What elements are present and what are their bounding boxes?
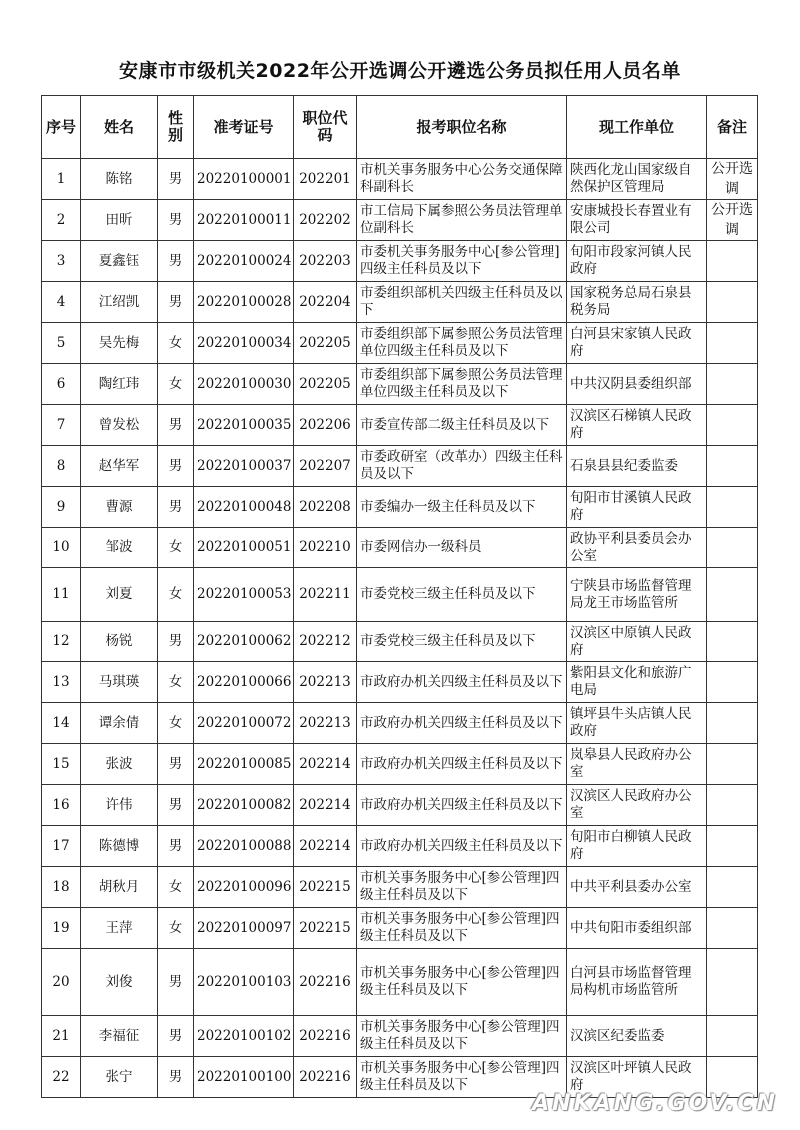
cell-gender: 男 xyxy=(158,446,194,487)
column-header-name: 姓名 xyxy=(81,96,158,159)
cell-gender: 男 xyxy=(158,826,194,867)
cell-name: 马琪瑛 xyxy=(81,662,158,703)
cell-exam-id: 20220100011 xyxy=(194,200,294,241)
cell-position: 市委组织部下属参照公务员法管理单位四级主任科员及以下 xyxy=(357,323,567,364)
cell-unit: 汉滨区中原镇人民政府 xyxy=(567,622,707,662)
cell-exam-id: 20220100088 xyxy=(194,826,294,867)
cell-no: 21 xyxy=(42,1016,81,1057)
cell-gender: 男 xyxy=(158,744,194,785)
cell-name: 夏鑫钰 xyxy=(81,241,158,282)
cell-no: 9 xyxy=(42,487,81,528)
table-row xyxy=(42,568,758,622)
cell-gender: 女 xyxy=(158,364,194,405)
table-row xyxy=(42,1016,758,1057)
cell-gender: 女 xyxy=(158,323,194,364)
cell-gender: 男 xyxy=(158,200,194,241)
cell-position: 市工信局下属参照公务员法管理单位副科长 xyxy=(357,200,567,241)
cell-no: 7 xyxy=(42,405,81,446)
table-header-row xyxy=(42,96,758,159)
cell-exam-id: 20220100066 xyxy=(194,662,294,703)
cell-no: 5 xyxy=(42,323,81,364)
table-row xyxy=(42,662,758,703)
cell-code: 202205 xyxy=(294,364,357,405)
cell-name: 胡秋月 xyxy=(81,867,158,908)
cell-gender: 女 xyxy=(158,528,194,568)
cell-name: 刘夏 xyxy=(81,568,158,622)
cell-position: 市委党校三级主任科员及以下 xyxy=(357,568,567,622)
cell-code: 202208 xyxy=(294,487,357,528)
cell-position: 市机关事务服务中心[参公管理]四级主任科员及以下 xyxy=(357,867,567,908)
cell-gender: 女 xyxy=(158,662,194,703)
column-header-code: 职位代码 xyxy=(294,96,357,159)
cell-gender: 男 xyxy=(158,1057,194,1098)
table-row xyxy=(42,200,758,241)
table-row xyxy=(42,241,758,282)
cell-name: 曾发松 xyxy=(81,405,158,446)
cell-no: 19 xyxy=(42,908,81,949)
cell-unit: 石泉县县纪委监委 xyxy=(567,446,707,487)
cell-exam-id: 20220100028 xyxy=(194,282,294,323)
cell-unit: 安康城投长春置业有限公司 xyxy=(567,200,707,241)
cell-note xyxy=(707,241,758,282)
cell-unit: 汉滨区叶坪镇人民政府 xyxy=(567,1057,707,1098)
cell-note xyxy=(707,867,758,908)
cell-code: 202216 xyxy=(294,949,357,1016)
cell-no: 4 xyxy=(42,282,81,323)
cell-name: 张波 xyxy=(81,744,158,785)
cell-gender: 女 xyxy=(158,568,194,622)
cell-code: 202215 xyxy=(294,867,357,908)
cell-position: 市政府办机关四级主任科员及以下 xyxy=(357,785,567,826)
cell-code: 202213 xyxy=(294,703,357,744)
cell-code: 202214 xyxy=(294,744,357,785)
table-row xyxy=(42,446,758,487)
cell-gender: 男 xyxy=(158,159,194,200)
cell-no: 17 xyxy=(42,826,81,867)
cell-exam-id: 20220100030 xyxy=(194,364,294,405)
cell-position: 市机关事务服务中心[参公管理]四级主任科员及以下 xyxy=(357,1016,567,1057)
cell-position: 市政府办机关四级主任科员及以下 xyxy=(357,826,567,867)
column-header-note: 备注 xyxy=(707,96,758,159)
cell-gender: 男 xyxy=(158,1016,194,1057)
cell-code: 202201 xyxy=(294,159,357,200)
cell-no: 22 xyxy=(42,1057,81,1098)
cell-gender: 女 xyxy=(158,867,194,908)
cell-exam-id: 20220100035 xyxy=(194,405,294,446)
cell-no: 18 xyxy=(42,867,81,908)
cell-unit: 旬阳市白柳镇人民政府 xyxy=(567,826,707,867)
cell-name: 邹波 xyxy=(81,528,158,568)
cell-no: 12 xyxy=(42,622,81,662)
cell-unit: 国家税务总局石泉县税务局 xyxy=(567,282,707,323)
table-row xyxy=(42,744,758,785)
cell-gender: 男 xyxy=(158,241,194,282)
cell-note xyxy=(707,744,758,785)
cell-name: 李福征 xyxy=(81,1016,158,1057)
table-body xyxy=(42,159,758,1098)
cell-code: 202203 xyxy=(294,241,357,282)
cell-name: 刘俊 xyxy=(81,949,158,1016)
cell-name: 陈德博 xyxy=(81,826,158,867)
table-row xyxy=(42,528,758,568)
cell-name: 赵华军 xyxy=(81,446,158,487)
cell-exam-id: 20220100051 xyxy=(194,528,294,568)
cell-position: 市委党校三级主任科员及以下 xyxy=(357,622,567,662)
cell-name: 吴先梅 xyxy=(81,323,158,364)
table-row xyxy=(42,364,758,405)
cell-note xyxy=(707,1016,758,1057)
table-row xyxy=(42,826,758,867)
column-header-position: 报考职位名称 xyxy=(357,96,567,159)
cell-unit: 白河县宋家镇人民政府 xyxy=(567,323,707,364)
cell-code: 202216 xyxy=(294,1057,357,1098)
table-row xyxy=(42,867,758,908)
cell-exam-id: 20220100053 xyxy=(194,568,294,622)
table-row xyxy=(42,282,758,323)
cell-exam-id: 20220100024 xyxy=(194,241,294,282)
cell-no: 1 xyxy=(42,159,81,200)
cell-gender: 男 xyxy=(158,622,194,662)
cell-no: 13 xyxy=(42,662,81,703)
cell-position: 市委网信办一级科员 xyxy=(357,528,567,568)
table-row xyxy=(42,622,758,662)
cell-gender: 男 xyxy=(158,785,194,826)
cell-code: 202205 xyxy=(294,323,357,364)
cell-name: 曹源 xyxy=(81,487,158,528)
cell-no: 15 xyxy=(42,744,81,785)
cell-exam-id: 20220100082 xyxy=(194,785,294,826)
cell-note xyxy=(707,785,758,826)
cell-note: 公开选调 xyxy=(707,159,758,200)
cell-gender: 男 xyxy=(158,282,194,323)
cell-code: 202214 xyxy=(294,826,357,867)
cell-exam-id: 20220100034 xyxy=(194,323,294,364)
cell-note xyxy=(707,282,758,323)
table-row xyxy=(42,405,758,446)
cell-name: 陈铭 xyxy=(81,159,158,200)
cell-unit: 白河县市场监督管理局构机市场监管所 xyxy=(567,949,707,1016)
cell-unit: 汉滨区人民政府办公室 xyxy=(567,785,707,826)
cell-name: 张宁 xyxy=(81,1057,158,1098)
cell-code: 202210 xyxy=(294,528,357,568)
cell-unit: 政协平利县委员会办公室 xyxy=(567,528,707,568)
cell-exam-id: 20220100048 xyxy=(194,487,294,528)
cell-exam-id: 20220100001 xyxy=(194,159,294,200)
cell-code: 202214 xyxy=(294,785,357,826)
cell-note xyxy=(707,662,758,703)
cell-no: 2 xyxy=(42,200,81,241)
cell-note xyxy=(707,323,758,364)
cell-note xyxy=(707,364,758,405)
cell-note xyxy=(707,949,758,1016)
cell-unit: 中共汉阴县委组织部 xyxy=(567,364,707,405)
cell-name: 许伟 xyxy=(81,785,158,826)
cell-position: 市机关事务服务中心[参公管理]四级主任科员及以下 xyxy=(357,949,567,1016)
table-row xyxy=(42,323,758,364)
cell-unit: 汉滨区纪委监委 xyxy=(567,1016,707,1057)
cell-note xyxy=(707,703,758,744)
cell-position: 市政府办机关四级主任科员及以下 xyxy=(357,744,567,785)
cell-gender: 男 xyxy=(158,405,194,446)
cell-position: 市机关事务服务中心[参公管理]四级主任科员及以下 xyxy=(357,1057,567,1098)
cell-note: 公开选调 xyxy=(707,200,758,241)
cell-position: 市机关事务服务中心公务交通保障科副科长 xyxy=(357,159,567,200)
column-header-exam-id: 准考证号 xyxy=(194,96,294,159)
cell-unit: 镇坪县牛头店镇人民政府 xyxy=(567,703,707,744)
cell-exam-id: 20220100100 xyxy=(194,1057,294,1098)
cell-note xyxy=(707,446,758,487)
cell-position: 市政府办机关四级主任科员及以下 xyxy=(357,703,567,744)
cell-gender: 男 xyxy=(158,487,194,528)
cell-name: 杨锐 xyxy=(81,622,158,662)
cell-no: 20 xyxy=(42,949,81,1016)
column-header-no: 序号 xyxy=(42,96,81,159)
cell-unit: 中共旬阳市委组织部 xyxy=(567,908,707,949)
cell-name: 陶红玮 xyxy=(81,364,158,405)
cell-exam-id: 20220100102 xyxy=(194,1016,294,1057)
cell-no: 3 xyxy=(42,241,81,282)
cell-exam-id: 20220100085 xyxy=(194,744,294,785)
cell-exam-id: 20220100037 xyxy=(194,446,294,487)
cell-exam-id: 20220100072 xyxy=(194,703,294,744)
cell-note xyxy=(707,568,758,622)
table-row xyxy=(42,785,758,826)
cell-no: 6 xyxy=(42,364,81,405)
cell-note xyxy=(707,826,758,867)
cell-unit: 中共平利县委办公室 xyxy=(567,867,707,908)
cell-note xyxy=(707,908,758,949)
cell-code: 202213 xyxy=(294,662,357,703)
cell-exam-id: 20220100096 xyxy=(194,867,294,908)
cell-no: 14 xyxy=(42,703,81,744)
cell-unit: 紫阳县文化和旅游广电局 xyxy=(567,662,707,703)
cell-position: 市委宣传部二级主任科员及以下 xyxy=(357,405,567,446)
cell-code: 202211 xyxy=(294,568,357,622)
cell-exam-id: 20220100103 xyxy=(194,949,294,1016)
column-header-gender: 性别 xyxy=(158,96,194,159)
cell-no: 8 xyxy=(42,446,81,487)
cell-position: 市委机关事务服务中心[参公管理]四级主任科员及以下 xyxy=(357,241,567,282)
cell-note xyxy=(707,487,758,528)
cell-position: 市机关事务服务中心[参公管理]四级主任科员及以下 xyxy=(357,908,567,949)
roster-table xyxy=(41,95,758,1098)
cell-unit: 陕西化龙山国家级自然保护区管理局 xyxy=(567,159,707,200)
cell-name: 江绍凯 xyxy=(81,282,158,323)
table-row xyxy=(42,703,758,744)
cell-name: 王萍 xyxy=(81,908,158,949)
cell-note xyxy=(707,528,758,568)
cell-code: 202202 xyxy=(294,200,357,241)
cell-gender: 男 xyxy=(158,949,194,1016)
cell-code: 202206 xyxy=(294,405,357,446)
cell-note xyxy=(707,405,758,446)
cell-no: 10 xyxy=(42,528,81,568)
cell-code: 202215 xyxy=(294,908,357,949)
cell-position: 市政府办机关四级主任科员及以下 xyxy=(357,662,567,703)
column-header-unit: 现工作单位 xyxy=(567,96,707,159)
cell-no: 11 xyxy=(42,568,81,622)
cell-exam-id: 20220100097 xyxy=(194,908,294,949)
cell-name: 田昕 xyxy=(81,200,158,241)
site-watermark: ANKANG.GOV.CN xyxy=(532,1091,778,1116)
cell-gender: 女 xyxy=(158,703,194,744)
table-row xyxy=(42,949,758,1016)
cell-unit: 旬阳市甘溪镇人民政府 xyxy=(567,487,707,528)
cell-exam-id: 20220100062 xyxy=(194,622,294,662)
table-row xyxy=(42,159,758,200)
table-row xyxy=(42,908,758,949)
cell-position: 市委组织部下属参照公务员法管理单位四级主任科员及以下 xyxy=(357,364,567,405)
cell-unit: 汉滨区石梯镇人民政府 xyxy=(567,405,707,446)
cell-code: 202216 xyxy=(294,1016,357,1057)
table-row xyxy=(42,487,758,528)
cell-name: 谭余倩 xyxy=(81,703,158,744)
cell-gender: 女 xyxy=(158,908,194,949)
cell-unit: 岚皋县人民政府办公室 xyxy=(567,744,707,785)
cell-position: 市委组织部机关四级主任科员及以下 xyxy=(357,282,567,323)
cell-note xyxy=(707,622,758,662)
cell-code: 202207 xyxy=(294,446,357,487)
cell-unit: 宁陕县市场监督管理局龙王市场监管所 xyxy=(567,568,707,622)
cell-position: 市委编办一级主任科员及以下 xyxy=(357,487,567,528)
cell-unit: 旬阳市段家河镇人民政府 xyxy=(567,241,707,282)
cell-code: 202212 xyxy=(294,622,357,662)
cell-position: 市委政研室（改革办）四级主任科员及以下 xyxy=(357,446,567,487)
cell-no: 16 xyxy=(42,785,81,826)
page-title: 安康市市级机关2022年公开选调公开遴选公务员拟任用人员名单 xyxy=(119,60,681,82)
cell-code: 202204 xyxy=(294,282,357,323)
